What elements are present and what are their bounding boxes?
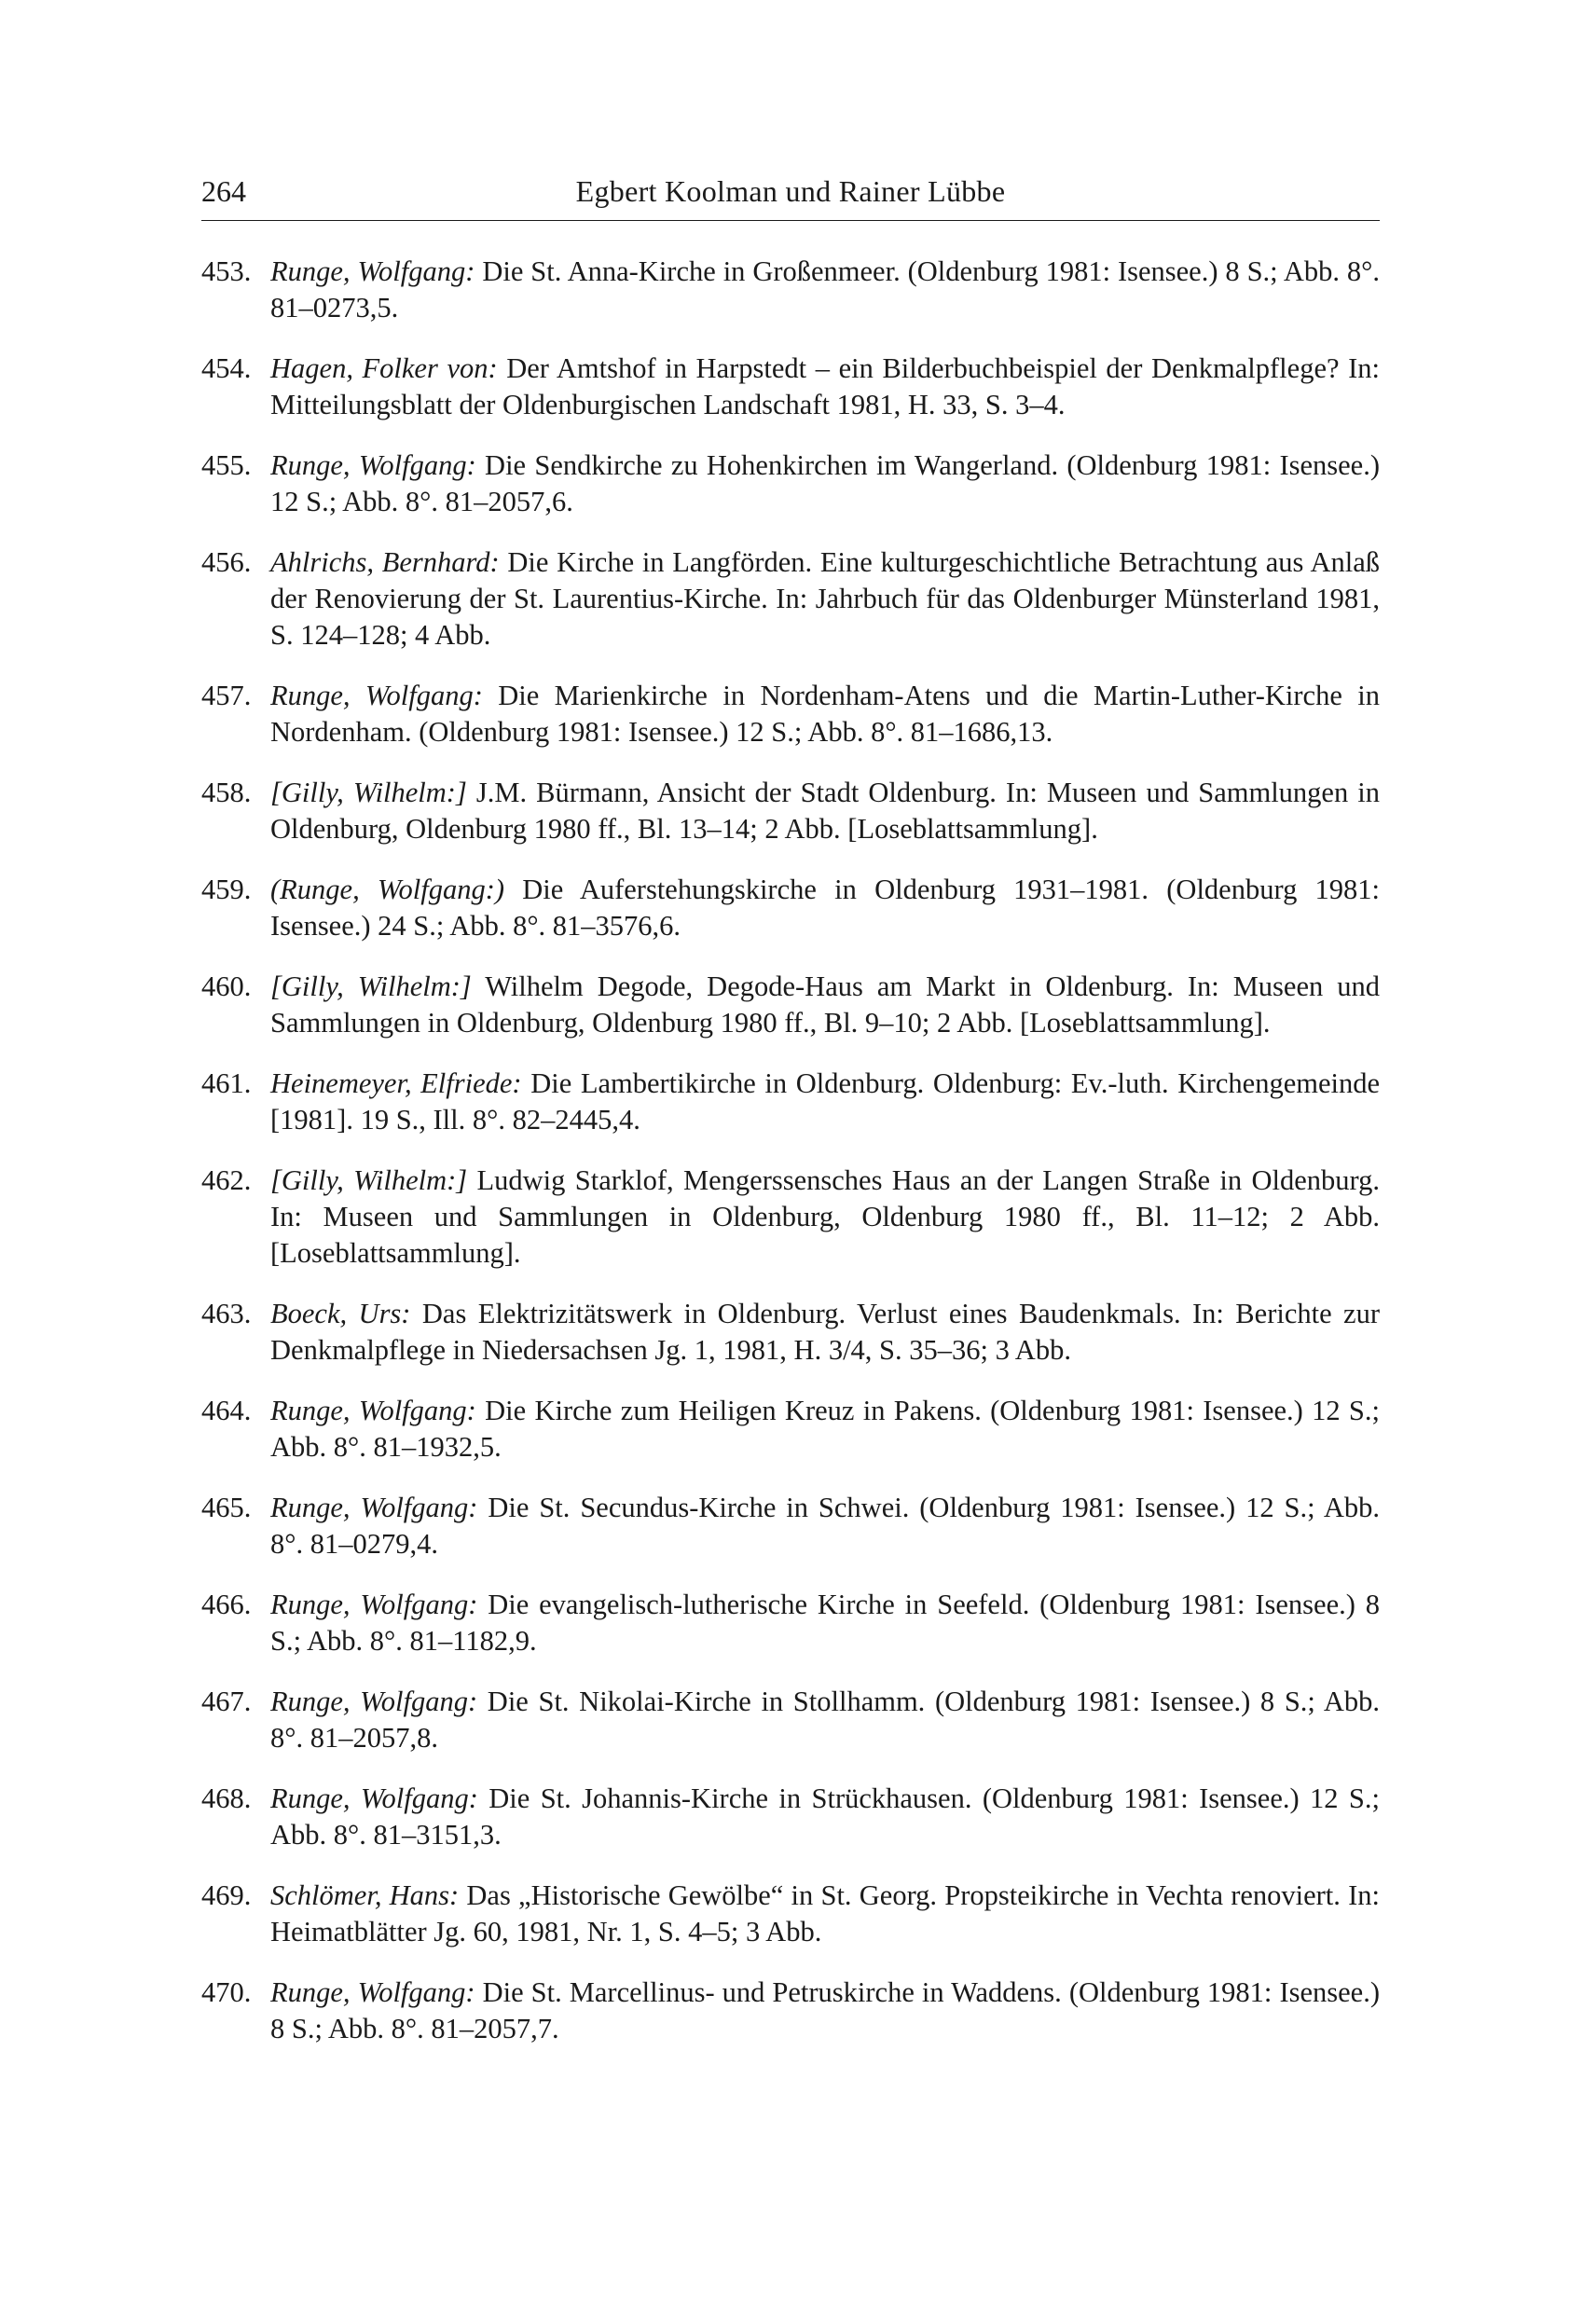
entry-author: (Runge, Wolfgang:) — [270, 874, 505, 905]
entry-number: 459. — [201, 874, 252, 905]
entry-text: Die Lambertikirche in Oldenburg. Oldenburg: Ev.-luth. Kirchengemeinde [1981]. 19 S., Ill. 8°. 82–2445,4. — [270, 1067, 1380, 1135]
entry-number: 460. — [201, 970, 252, 1002]
bibliography-entry-460 — [201, 969, 1380, 1041]
bibliography-entry-464 — [201, 1393, 1380, 1466]
entry-number: 468. — [201, 1782, 252, 1814]
entry-text: Die Kirche zum Heiligen Kreuz in Pakens. (Oldenburg 1981: Isensee.) 12 S.; Abb. 8°. 81–1932,5. — [270, 1395, 1380, 1463]
entry-author: Runge, Wolfgang: — [270, 1782, 478, 1814]
entry-number: 465. — [201, 1492, 252, 1523]
entry-author: Runge, Wolfgang: — [270, 1589, 478, 1620]
bibliography-entry-458 — [201, 775, 1380, 847]
entry-author: Schlömer, Hans: — [270, 1879, 460, 1911]
entry-number: 462. — [201, 1164, 252, 1196]
entry-number: 461. — [201, 1067, 252, 1099]
entry-number: 469. — [201, 1879, 252, 1911]
entry-author: Runge, Wolfgang: — [270, 449, 476, 481]
entry-author: Runge, Wolfgang: — [270, 1686, 478, 1717]
entry-author: [Gilly, Wilhelm:] — [270, 1164, 468, 1196]
entry-text: Die evangelisch-lutherische Kirche in Seefeld. (Oldenburg 1981: Isensee.) 8 S.; Abb. 8°. 81–1182,9. — [270, 1589, 1380, 1657]
page-number: 264 — [201, 174, 246, 208]
entry-number: 467. — [201, 1686, 252, 1717]
bibliography-list — [201, 254, 1380, 2071]
bibliography-entry-467 — [201, 1684, 1380, 1756]
bibliography-entry-470 — [201, 1975, 1380, 2047]
entry-author: Ahlrichs, Bernhard: — [270, 546, 500, 578]
entry-text: Die St. Nikolai-Kirche in Stollhamm. (Oldenburg 1981: Isensee.) 8 S.; Abb. 8°. 81–2057,8. — [270, 1686, 1380, 1754]
bibliography-entry-466 — [201, 1587, 1380, 1659]
entry-author: Hagen, Folker von: — [270, 352, 498, 384]
entry-number: 466. — [201, 1589, 252, 1620]
entry-text: Das Elektrizitätswerk in Oldenburg. Verlust eines Baudenkmals. In: Berichte zur Denkmalpflege in Niedersachsen Jg. 1, 1981, H. 3/4, S. 35–36; 3 Abb. — [270, 1298, 1380, 1366]
entry-text: Die Marienkirche in Nordenham-Atens und die Martin-Luther-Kirche in Nordenham. (Oldenburg 1981: Isensee.) 12 S.; Abb. 8°. 81–1686,13. — [270, 680, 1380, 748]
page-header — [201, 168, 1380, 214]
bibliography-entry-462 — [201, 1163, 1380, 1272]
entry-text: Die Sendkirche zu Hohenkirchen im Wangerland. (Oldenburg 1981: Isensee.) 12 S.; Abb. 8°. 81–2057,6. — [270, 449, 1380, 517]
entry-text: Die St. Marcellinus- und Petruskirche in Waddens. (Oldenburg 1981: Isensee.) 8 S.; Abb. 8°. 81–2057,7. — [270, 1976, 1380, 2044]
bibliography-entry-461 — [201, 1066, 1380, 1138]
bibliography-entry-456 — [201, 544, 1380, 654]
entry-number: 464. — [201, 1395, 252, 1426]
bibliography-entry-453 — [201, 254, 1380, 326]
entry-number: 453. — [201, 255, 252, 287]
entry-author: Runge, Wolfgang: — [270, 1492, 478, 1523]
header-rule — [201, 220, 1380, 221]
running-title: Egbert Koolman und Rainer Lübbe — [575, 174, 1006, 208]
entry-number: 455. — [201, 449, 252, 481]
entry-author: Runge, Wolfgang: — [270, 255, 475, 287]
entry-text: Die St. Johannis-Kirche in Strückhausen. (Oldenburg 1981: Isensee.) 12 S.; Abb. 8°. 81–3151,3. — [270, 1782, 1380, 1851]
entry-text: J.M. Bürmann, Ansicht der Stadt Oldenburg. In: Museen und Sammlungen in Oldenburg, Oldenburg 1980 ff., Bl. 13–14; 2 Abb. [Loseblattsammlung]. — [270, 777, 1380, 845]
bibliography-entry-454 — [201, 351, 1380, 423]
entry-text: Der Amtshof in Harpstedt – ein Bilderbuchbeispiel der Denkmalpflege? In: Mitteilungsblatt der Oldenburgischen Landschaft 1981, H. 33, S. 3–4. — [270, 352, 1380, 420]
entry-text: Die Kirche in Langförden. Eine kulturgeschichtliche Betrachtung aus Anlaß der Renovierung der St. Laurentius-Kirche. In: Jahrbuch für das Oldenburger Münsterland 1981, S. 124–128; 4 Abb. — [270, 546, 1380, 651]
entry-number: 458. — [201, 777, 252, 808]
entry-author: Boeck, Urs: — [270, 1298, 411, 1329]
entry-number: 457. — [201, 680, 252, 711]
bibliography-entry-455 — [201, 447, 1380, 520]
bibliography-entry-459 — [201, 872, 1380, 944]
bibliography-entry-463 — [201, 1296, 1380, 1369]
bibliography-entry-465 — [201, 1490, 1380, 1562]
entry-number: 463. — [201, 1298, 252, 1329]
entry-author: Runge, Wolfgang: — [270, 1395, 476, 1426]
entry-author: Runge, Wolfgang: — [270, 680, 483, 711]
entry-number: 456. — [201, 546, 252, 578]
bibliography-entry-457 — [201, 678, 1380, 750]
entry-author: [Gilly, Wilhelm:] — [270, 777, 467, 808]
entry-number: 470. — [201, 1976, 252, 2008]
entry-text: Die St. Anna-Kirche in Großenmeer. (Oldenburg 1981: Isensee.) 8 S.; Abb. 8°. 81–0273,5. — [270, 255, 1380, 323]
entry-text: Das „Historische Gewölbe“ in St. Georg. Propsteikirche in Vechta renoviert. In: Heimatblätter Jg. 60, 1981, Nr. 1, S. 4–5; 3 Abb. — [270, 1879, 1380, 1947]
entry-text: Ludwig Starklof, Mengerssensches Haus an der Langen Straße in Oldenburg. In: Museen und Sammlungen in Oldenburg, Oldenburg 1980 ff., Bl. 11–12; 2 Abb. [Loseblattsammlung]. — [270, 1164, 1380, 1269]
entry-author: [Gilly, Wilhelm:] — [270, 970, 472, 1002]
entry-text: Die St. Secundus-Kirche in Schwei. (Oldenburg 1981: Isensee.) 12 S.; Abb. 8°. 81–0279,4. — [270, 1492, 1380, 1560]
entry-number: 454. — [201, 352, 252, 384]
entry-text: Wilhelm Degode, Degode-Haus am Markt in Oldenburg. In: Museen und Sammlungen in Oldenburg, Oldenburg 1980 ff., Bl. 9–10; 2 Abb. [Loseblattsammlung]. — [270, 970, 1380, 1039]
bibliography-entry-468 — [201, 1781, 1380, 1853]
entry-text: Die Auferstehungskirche in Oldenburg 1931–1981. (Oldenburg 1981: Isensee.) 24 S.; Abb. 8°. 81–3576,6. — [270, 874, 1381, 942]
bibliography-entry-469 — [201, 1878, 1380, 1950]
entry-author: Heinemeyer, Elfriede: — [270, 1067, 522, 1099]
entry-author: Runge, Wolfgang: — [270, 1976, 475, 2008]
